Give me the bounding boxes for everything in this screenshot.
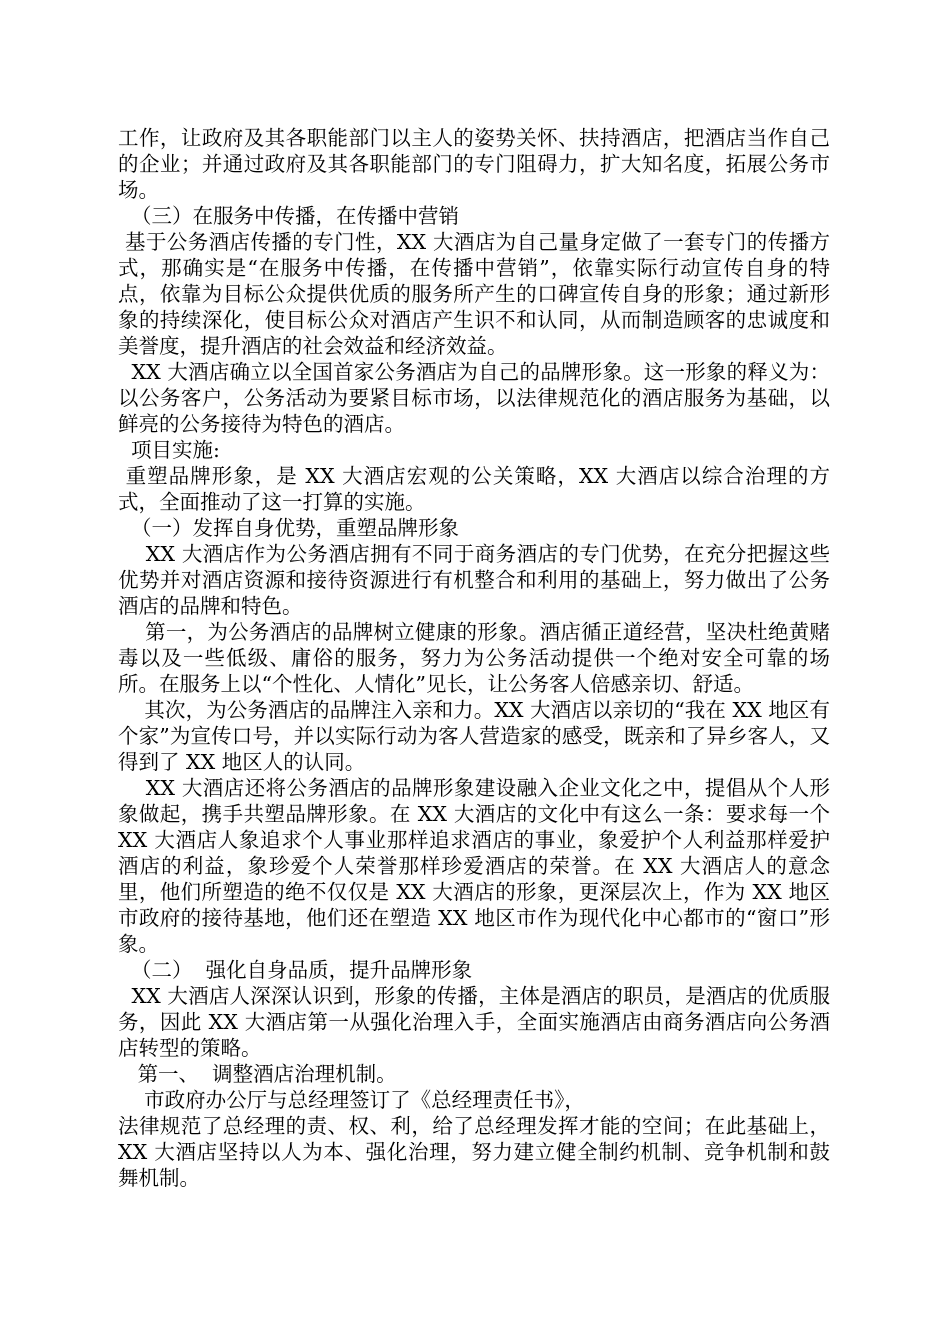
paragraph-11: 法律规范了总经理的责、权、利，给了总经理发挥才能的空间；在此基础上，XX 大酒店坚持以人为本、强化治理，努力建立健全制约机制、竞争机制和鼓舞机制。 [118, 1114, 830, 1190]
paragraph-7: 其次，为公务酒店的品牌注入亲和力。XX 大酒店以亲切的“我在 XX 地区有个家”为宣传口号，并以实际行动为客人营造家的感受，既亲和了异乡客人，又得到了 XX 地区人的认同。 [118, 698, 830, 774]
paragraph-1: 工作，让政府及其各职能部门以主人的姿势关怀、扶持酒店，把酒店当作自己的企业；并通过政府及其各职能部门的专门阻碍力，扩大知名度，拓展公务市场。 [118, 126, 830, 202]
subsection-heading-first: 第一、 调整酒店治理机制。 [118, 1062, 397, 1086]
document-body [118, 125, 837, 1191]
paragraph-5: XX 大酒店作为公务酒店拥有不同于商务酒店的专门优势，在充分把握这些优势并对酒店资源和接待资源进行有机整合和利用的基础上，努力做出了公务酒店的品牌和特色。 [118, 542, 830, 618]
section-heading-project: 项目实施: [118, 438, 220, 462]
paragraph-8: XX 大酒店还将公务酒店的品牌形象建设融入企业文化之中，提倡从个人形象做起，携手共塑品牌形象。在 XX 大酒店的文化中有这么一条：要求每一个 XX 大酒店人象追求个人事业那样追求酒店的事业，象爱护个人利益那样爱护酒店的利益，象珍爱个人荣誉那样珍爱酒店的荣誉。在 XX 大酒店人的意念里，他们所塑造的绝不仅仅是 XX 大酒店的形象，更深层次上，作为 XX 地区市政府的接待基地，他们还在塑造 XX 地区市作为现代化中心都市的“窗口”形象。 [118, 776, 837, 956]
paragraph-3: XX 大酒店确立以全国首家公务酒店为自己的品牌形象。这一形象的释义为：以公务客户，公务活动为要紧目标市场，以法律规范化的酒店服务为基础，以鲜亮的公务接待为特色的酒店。 [118, 360, 830, 436]
paragraph-4: 重塑品牌形象，是 XX 大酒店宏观的公关策略，XX 大酒店以综合治理的方式，全面推动了这一打算的实施。 [118, 464, 830, 514]
paragraph-6: 第一，为公务酒店的品牌树立健康的形象。酒店循正道经营，坚决杜绝黄赌毒以及一些低级、庸俗的服务，努力为公务活动提供一个绝对安全可靠的场所。在服务上以“个性化、人情化”见长，让公务客人倍感亲切、舒适。 [118, 620, 830, 696]
paragraph-10: 市政府办公厅与总经理签订了《总经理责任书》， [118, 1088, 585, 1112]
paragraph-2: 基于公务酒店传播的专门性，XX 大酒店为自己量身定做了一套专门的传播方式，那确实是“在服务中传播，在传播中营销”，依靠实际行动宣传自身的特点，依靠为目标公众提供优质的服务所产生的口碑宣传自身的形象；通过新形象的持续深化，使目标公众对酒店产生识不和认同，从而制造顾客的忠诚度和美誉度，提升酒店的社会效益和经济效益。 [118, 230, 830, 358]
section-heading-1: （一）发挥自身优势，重塑品牌形象 [118, 516, 460, 540]
paragraph-9: XX 大酒店人深深认识到，形象的传播，主体是酒店的职员，是酒店的优质服务，因此 XX 大酒店第一从强化治理入手，全面实施酒店由商务酒店向公务酒店转型的策略。 [118, 984, 830, 1060]
section-heading-3: （三）在服务中传播，在传播中营销 [118, 204, 460, 228]
section-heading-2: （二） 强化自身品质，提升品牌形象 [118, 958, 473, 982]
